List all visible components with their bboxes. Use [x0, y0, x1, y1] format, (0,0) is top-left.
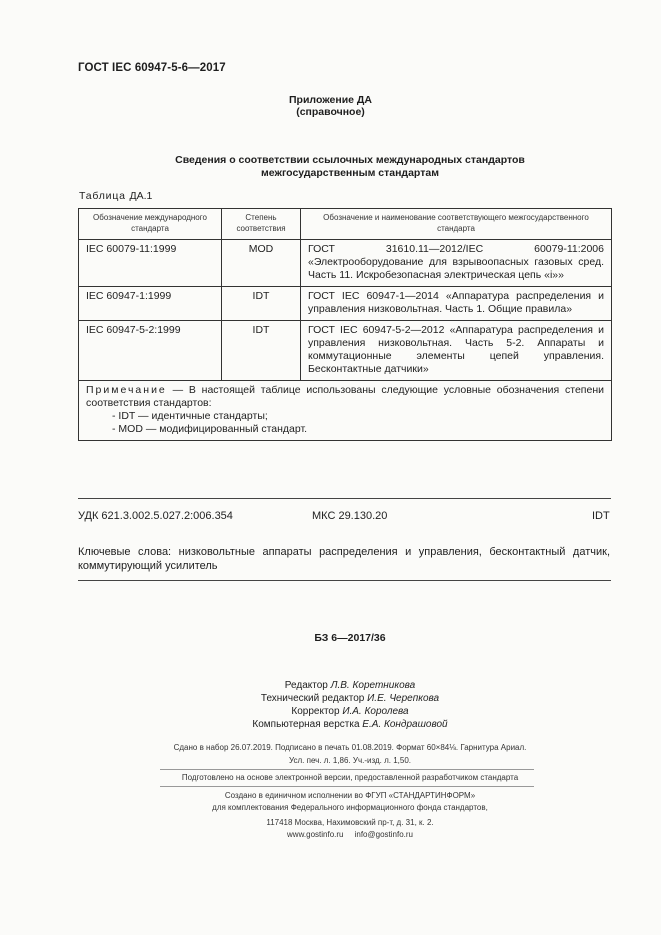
imprint-line: Создано в единичном исполнении во ФГУП «СТАНДАРТИНФОРМ» — [224, 791, 476, 800]
credit-name: И.Е. Черепкова — [367, 693, 440, 704]
table-caption-number: ДА.1 — [129, 190, 153, 202]
table-header-row — [79, 209, 612, 240]
cell-degree: IDT — [222, 321, 301, 381]
note-body: — В настоящей таблице использованы следующие условные обозначения степени соответствия стандартов: — [86, 384, 604, 409]
credits — [0, 679, 661, 731]
annex-title: Приложение ДА — [289, 94, 372, 106]
table-row — [79, 321, 612, 381]
credit-name: И.А. Королева — [342, 706, 409, 717]
section-title-line1: Сведения о соответствии ссылочных международных стандартов — [175, 154, 525, 166]
credit-line — [0, 718, 661, 731]
divider — [160, 786, 534, 787]
mks-code: МКС 29.130.20 — [312, 510, 388, 522]
table-note — [79, 381, 612, 441]
credit-line — [0, 679, 661, 692]
cell-interstate-standard: ГОСТ IEC 60947-1—2014 «Аппаратура распределения и управления низковольтная. Часть 1. Общие правила» — [301, 287, 612, 321]
cell-intl-standard: IEC 60947-5-2:1999 — [79, 321, 222, 381]
cell-degree: MOD — [222, 240, 301, 287]
credit-role: Корректор — [291, 706, 340, 717]
degree-code: IDT — [592, 510, 610, 522]
section-title — [0, 154, 661, 180]
divider — [78, 580, 611, 581]
cell-degree: IDT — [222, 287, 301, 321]
table-note-row — [79, 381, 612, 441]
document-code: ГОСТ IEC 60947-5-6—2017 — [78, 62, 226, 74]
cell-interstate-standard: ГОСТ 31610.11—2012/IEC 60079-11:2006 «Электрооборудование для взрывоопасных газовых сред. Часть 11. Искробезопасная электрическая цепь «i»» — [301, 240, 612, 287]
imprint-line: Подготовлено на основе электронной версии, предоставленной разработчиком стандарта — [181, 773, 519, 782]
header-degree: Степень соответствия — [222, 209, 301, 240]
imprint-line: Сдано в набор 26.07.2019. Подписано в печать 01.08.2019. Формат 60×84⅛. Гарнитура Ариал. — [173, 743, 527, 752]
cell-interstate-standard: ГОСТ IEC 60947-5-2—2012 «Аппаратура распределения и управления низковольтная. Часть 5-2. Аппараты и коммутационные элементы цепей управления. Бесконтактные датчики» — [301, 321, 612, 381]
annex-subtitle: (справочное) — [296, 106, 365, 118]
table-row — [79, 287, 612, 321]
credit-name: Л.В. Коретникова — [330, 680, 416, 691]
divider — [78, 498, 611, 499]
credit-line — [0, 705, 661, 718]
imprint-line: Усл. печ. л. 1,86. Уч.-изд. л. 1,50. — [288, 756, 412, 765]
bz-number: БЗ 6—2017/36 — [314, 632, 386, 644]
keywords: Ключевые слова: низковольтные аппараты распределения и управления, бесконтактный датчик, коммутирующий усилитель — [78, 546, 610, 572]
imprint-line: 117418 Москва, Нахимовский пр-т, д. 31, к. 2. — [266, 818, 434, 827]
credit-role: Редактор — [284, 680, 328, 691]
note-text — [86, 384, 604, 410]
imprint-contacts: www.gostinfo.ru info@gostinfo.ru — [287, 830, 413, 839]
correspondence-table — [78, 208, 612, 441]
credit-line — [0, 692, 661, 705]
udk-code: УДК 621.3.002.5.027.2:006.354 — [78, 510, 233, 522]
header-intl-standard: Обозначение международного стандарта — [79, 209, 222, 240]
section-title-line2: межгосударственным стандартам — [261, 167, 439, 179]
header-interstate-standard: Обозначение и наименование соответствующего межгосударственного стандарта — [301, 209, 612, 240]
note-item: - MOD — модифицированный стандарт. — [112, 423, 308, 435]
divider — [160, 769, 534, 770]
table-caption — [79, 190, 152, 202]
credit-role: Технический редактор — [260, 693, 365, 704]
cell-intl-standard: IEC 60079-11:1999 — [79, 240, 222, 287]
note-item: - IDT — идентичные стандарты; — [112, 410, 268, 422]
credit-role: Компьютерная верстка — [252, 719, 360, 730]
credit-name: Е.А. Кондрашовой — [362, 719, 448, 730]
cell-intl-standard: IEC 60947-1:1999 — [79, 287, 222, 321]
table-row — [79, 240, 612, 287]
note-label: Примечание — [86, 384, 167, 396]
table-caption-label: Таблица — [79, 190, 126, 202]
imprint-line: для комплектования Федерального информационного фонда стандартов, — [212, 803, 488, 812]
